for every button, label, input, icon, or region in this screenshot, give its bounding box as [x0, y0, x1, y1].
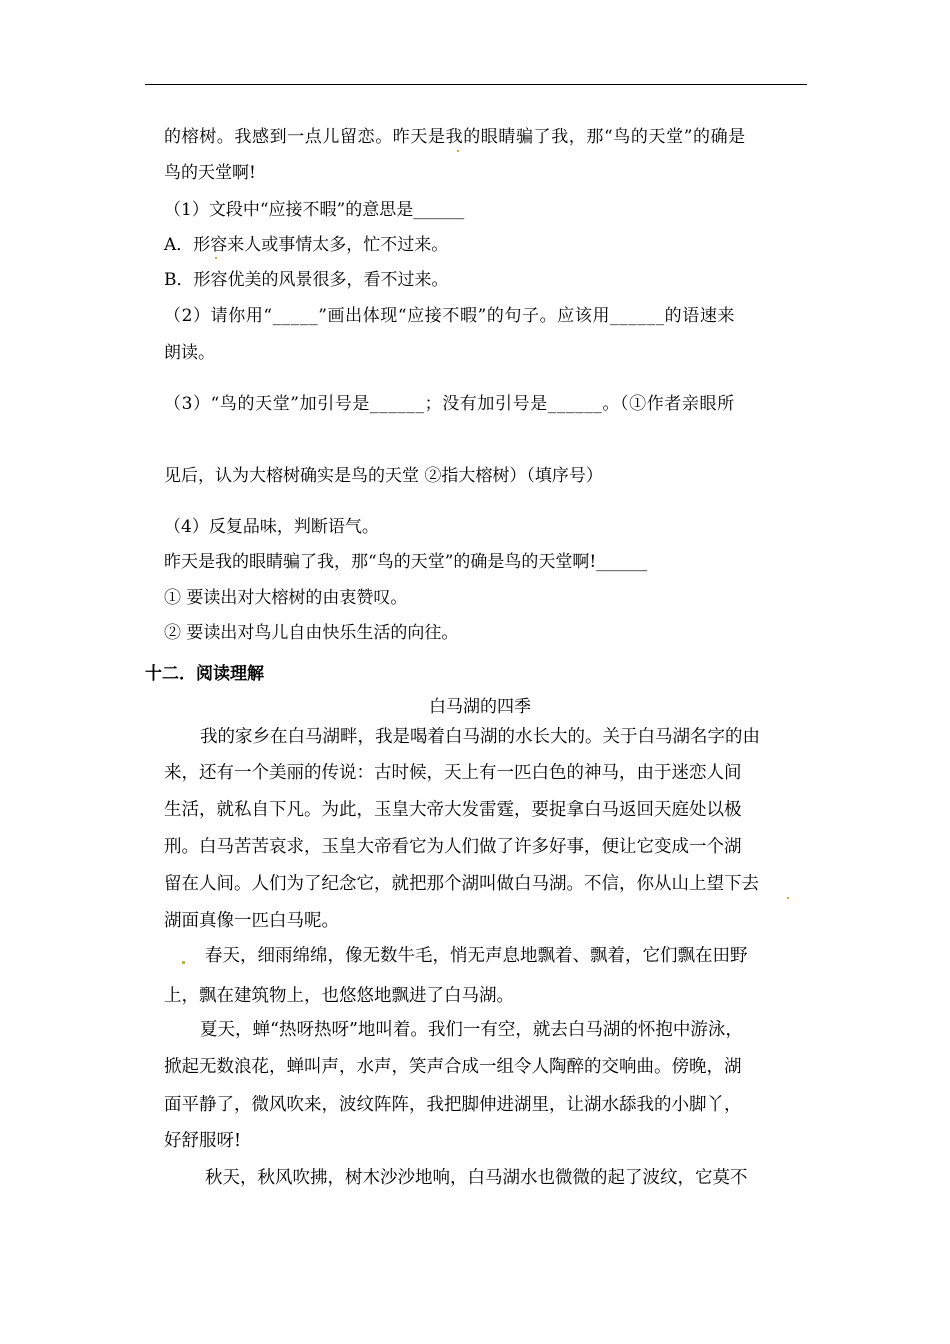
question-3-line-1: （3）“鸟的天堂”加引号是______；没有加引号是______。（①作者亲眼所 [164, 394, 735, 414]
question-4-sentence: 昨天是我的眼睛骗了我，那“鸟的天堂”的确是鸟的天堂啊!______ [164, 552, 648, 572]
question-2-line-2: 朗读。 [164, 343, 215, 363]
scan-mark [182, 961, 185, 964]
section-heading: 十二．阅读理解 [145, 664, 264, 684]
scan-mark [215, 257, 217, 259]
para3-line-1: 夏天，蝉“热呀热呀”地叫着。我们一有空，就去白马湖的怀抱中游泳， [200, 1020, 743, 1040]
passage-end-line-2: 鸟的天堂啊! [164, 163, 256, 183]
passage-end-line-1: 的榕树。我感到一点儿留恋。昨天是我的眼睛骗了我，那“鸟的天堂”的确是 [164, 127, 746, 147]
reading-title: 白马湖的四季 [429, 697, 531, 717]
para4-line-1: 秋天，秋风吹拂，树木沙沙地响，白马湖水也微微的起了波纹，它莫不 [205, 1168, 748, 1188]
question-1-option-a: A．形容来人或事情太多，忙不过来。 [164, 235, 449, 255]
question-4-prompt: （4）反复品味，判断语气。 [164, 517, 379, 537]
question-4-option-1: ① 要读出对大榕树的由衷赞叹。 [164, 588, 408, 608]
scan-mark [787, 897, 789, 899]
question-3-line-2: 见后，认为大榕树确实是鸟的天堂 ②指大榕树）（填序号） [164, 466, 603, 486]
para3-line-3: 面平静了，微风吹来，波纹阵阵，我把脚伸进湖里，让湖水舔我的小脚丫， [164, 1095, 742, 1115]
para3-line-4: 好舒服呀! [164, 1131, 242, 1151]
question-4-option-2: ② 要读出对鸟儿自由快乐生活的向往。 [164, 623, 459, 643]
para1-line-1: 我的家乡在白马湖畔，我是喝着白马湖的水长大的。关于白马湖名字的由 [200, 727, 760, 747]
para2-line-1: 春天，细雨绵绵，像无数牛毛，悄无声息地飘着、飘着，它们飘在田野 [205, 946, 748, 966]
question-1-prompt: （1）文段中“应接不暇”的意思是______ [164, 200, 465, 220]
para1-line-4: 刑。白马苦苦哀求，玉皇大帝看它为人们做了许多好事，便让它变成一个湖 [164, 837, 742, 857]
para1-line-3: 生活，就私自下凡。为此，玉皇大帝大发雷霆，要捉拿白马返回天庭处以极 [164, 800, 742, 820]
header-rule [145, 84, 807, 85]
para2-line-2: 上，飘在建筑物上，也悠悠地飘进了白马湖。 [164, 986, 514, 1006]
para1-line-2: 来，还有一个美丽的传说：古时候，天上有一匹白色的神马，由于迷恋人间 [164, 763, 742, 783]
para1-line-6: 湖面真像一匹白马呢。 [164, 911, 339, 931]
question-2-line-1: （2）请你用“_____”画出体现“应接不暇”的句子。应该用______的语速来 [164, 306, 736, 326]
scan-mark [457, 150, 459, 152]
question-1-option-b: B．形容优美的风景很多，看不过来。 [164, 270, 449, 290]
para1-line-5: 留在人间。人们为了纪念它，就把那个湖叫做白马湖。不信，你从山上望下去 [164, 874, 759, 894]
para3-line-2: 掀起无数浪花，蝉叫声，水声，笑声合成一组令人陶醉的交响曲。傍晚，湖 [164, 1057, 742, 1077]
